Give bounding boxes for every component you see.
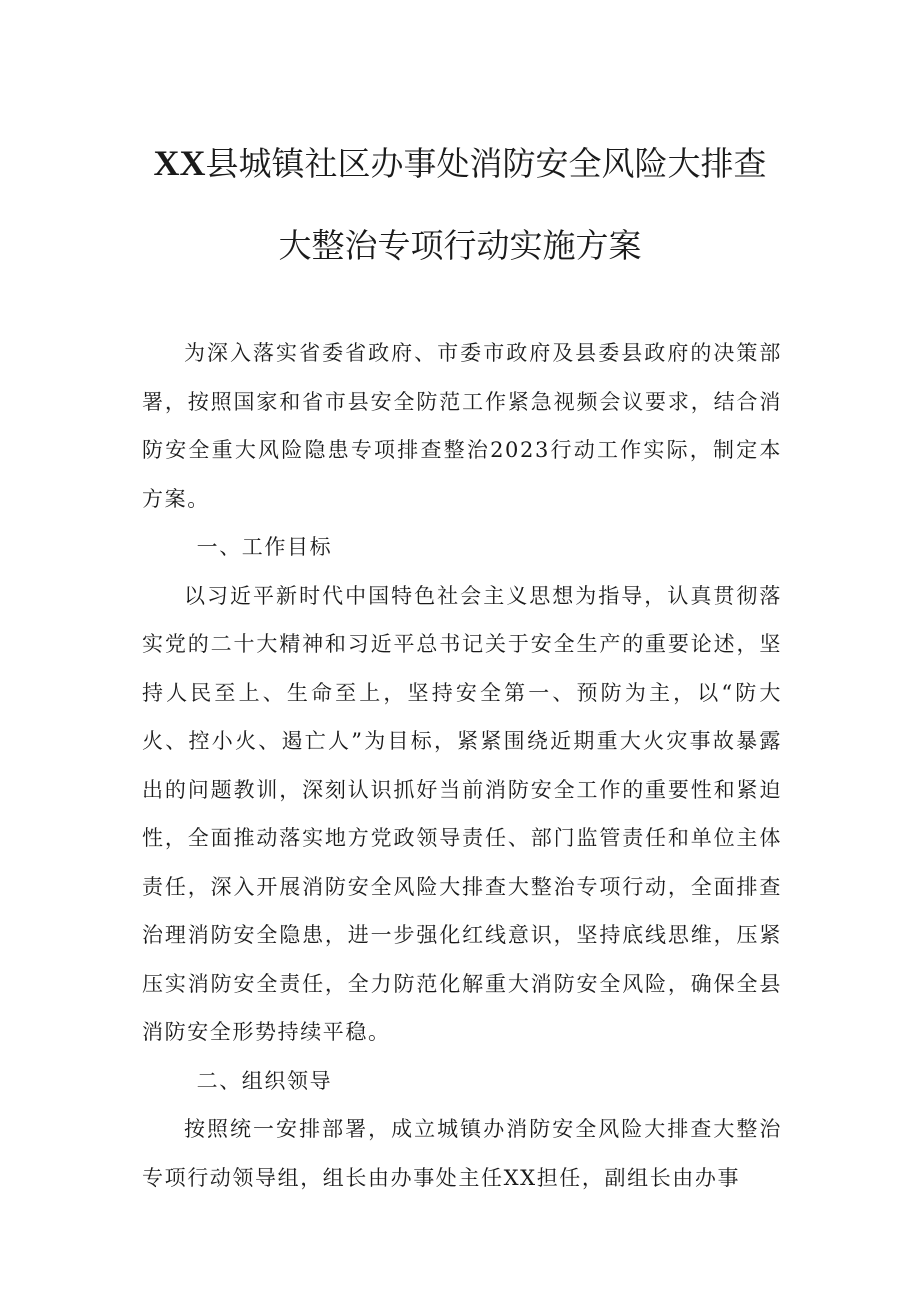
organization-paragraph: 按照统一安排部署，成立城镇办消防安全风险大排查大整治专项行动领导组，组长由办事处主任XX担任，副组长由办事 [142, 1117, 782, 1190]
title-prefix: XX [153, 143, 206, 183]
document-title-line-1 [120, 143, 800, 184]
intro-paragraph: 为深入落实省委省政府、市委市政府及县委县政府的决策部署，按照国家和省市县安全防范工作紧急视频会议要求，结合消防安全重大风险隐患专项排查整治2023行动工作实际，制定本方案。 [142, 341, 782, 511]
section-heading-organization: 二、组织领导 [196, 1068, 333, 1093]
document-body [142, 329, 782, 1202]
title-line-1-text: 县城镇社区办事处消防安全风险大排查 [205, 144, 767, 183]
goals-paragraph: 以习近平新时代中国特色社会主义思想为指导，认真贯彻落实党的二十大精神和习近平总书记关于安全生产的重要论述，坚持人民至上、生命至上，坚持安全第一、预防为主，以“防大火、控小火、遏亡人”为目标，紧紧围绕近期重大火灾事故暴露出的问题教训，深刻认识抓好当前消防安全工作的重要性和紧迫性，全面推动落实地方党政领导责任、部门监管责任和单位主体责任，深入开展消防安全风险大排查大整治专项行动，全面排查治理消防安全隐患，进一步强化红线意识，坚持底线思维，压紧压实消防安全责任，全力防范化解重大消防安全风险，确保全县消防安全形势持续平稳。 [142, 583, 782, 1044]
section-heading-goals: 一、工作目标 [196, 535, 333, 559]
document-title-line-2: 大整治专项行动实施方案 [278, 226, 642, 265]
